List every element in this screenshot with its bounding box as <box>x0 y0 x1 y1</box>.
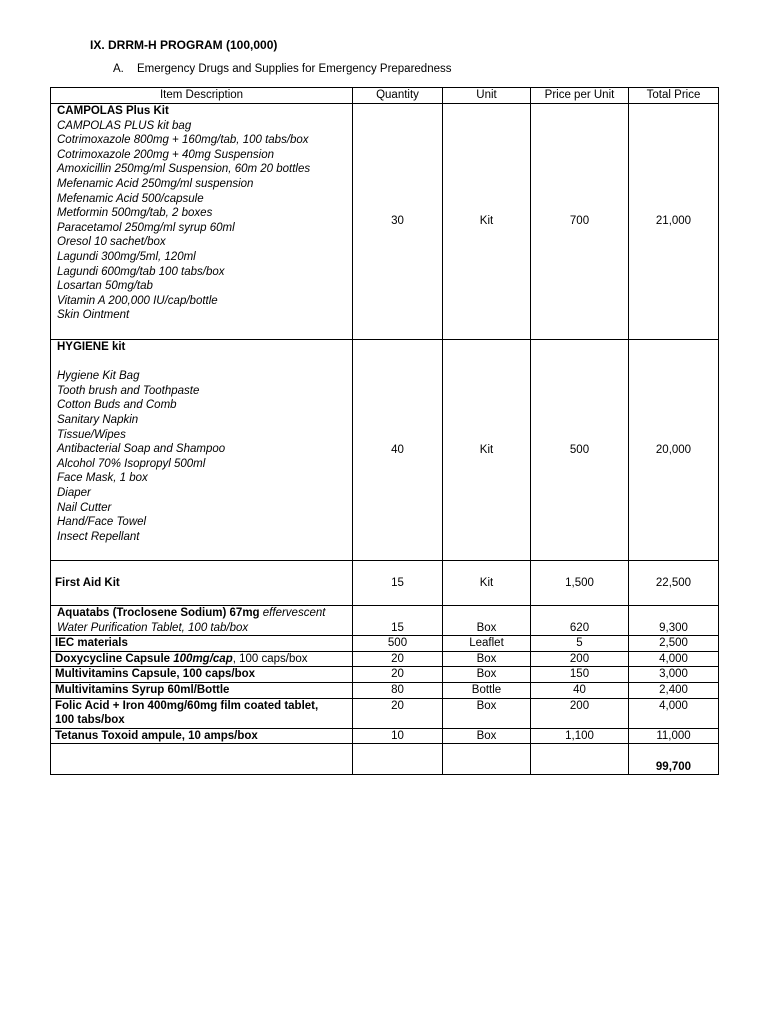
table-row <box>51 728 719 744</box>
list-item: Losartan 50mg/tab <box>57 280 153 293</box>
doxycycline-pack: , 100 caps/box <box>232 652 308 665</box>
list-item: Antibacterial Soap and Shampoo <box>57 443 226 456</box>
folic-description <box>51 698 353 728</box>
folic-price: 200 <box>531 698 629 728</box>
list-item: Paracetamol 250mg/ml syrup 60ml <box>57 221 235 234</box>
multi-syrup-unit: Bottle <box>443 682 531 698</box>
empty-cell <box>51 744 353 775</box>
aquatabs-effervescent: effervescent <box>262 607 326 619</box>
campolas-description <box>51 104 353 340</box>
col-header-quantity: Quantity <box>353 88 443 104</box>
grand-total-row <box>51 744 719 775</box>
list-item: Nail Cutter <box>57 501 112 514</box>
aquatabs-line2: Water Purification Tablet, 100 tab/box <box>57 621 249 634</box>
iec-total: 2,500 <box>629 636 719 652</box>
doxycycline-total: 4,000 <box>629 651 719 667</box>
first-aid-price: 1,500 <box>531 561 629 606</box>
list-item: Metformin 500mg/tab, 2 boxes <box>57 207 213 220</box>
section-heading: IX. DRRM-H PROGRAM (100,000) <box>90 38 278 52</box>
list-item: Cotrimoxazole 800mg + 160mg/tab, 100 tabs/box <box>57 134 309 147</box>
multi-capsule-quantity: 20 <box>353 667 443 683</box>
supplies-table <box>50 87 719 775</box>
aquatabs-description <box>51 606 353 636</box>
table-row <box>51 104 719 340</box>
tetanus-quantity: 10 <box>353 728 443 744</box>
folic-line1: Folic Acid + Iron 400mg/60mg film coated tablet, <box>55 699 319 712</box>
empty-cell <box>353 744 443 775</box>
campolas-price: 700 <box>531 104 629 340</box>
folic-quantity: 20 <box>353 698 443 728</box>
list-item: Diaper <box>57 486 91 499</box>
multi-capsule-price: 150 <box>531 667 629 683</box>
list-item: Lagundi 300mg/5ml, 120ml <box>57 250 196 263</box>
tetanus-description: Tetanus Toxoid ampule, 10 amps/box <box>51 728 353 744</box>
list-item: Alcohol 70% Isopropyl 500ml <box>57 457 206 470</box>
hygiene-total: 20,000 <box>629 340 719 561</box>
iec-unit: Leaflet <box>443 636 531 652</box>
doxycycline-quantity: 20 <box>353 651 443 667</box>
subheading-letter: A. <box>113 63 124 75</box>
col-header-total-price: Total Price <box>629 88 719 104</box>
iec-description: IEC materials <box>51 636 353 652</box>
tetanus-price: 1,100 <box>531 728 629 744</box>
empty-cell <box>531 744 629 775</box>
table-row <box>51 340 719 561</box>
list-item: Lagundi 600mg/tab 100 tabs/box <box>57 265 225 278</box>
list-item: Tissue/Wipes <box>57 428 126 441</box>
table-row <box>51 651 719 667</box>
aquatabs-price: 620 <box>531 606 629 636</box>
multi-syrup-quantity: 80 <box>353 682 443 698</box>
table-row <box>51 682 719 698</box>
campolas-total: 21,000 <box>629 104 719 340</box>
list-item: Cotrimoxazole 200mg + 40mg Suspension <box>57 148 275 161</box>
list-item: Mefenamic Acid 250mg/ml suspension <box>57 177 254 190</box>
doxycycline-name: Doxycycline Capsule <box>55 652 171 665</box>
doxycycline-unit: Box <box>443 651 531 667</box>
multi-capsule-total: 3,000 <box>629 667 719 683</box>
folic-total: 4,000 <box>629 698 719 728</box>
table-row <box>51 606 719 636</box>
multi-syrup-price: 40 <box>531 682 629 698</box>
campolas-title: CAMPOLAS Plus Kit <box>57 105 169 117</box>
multi-capsule-unit: Box <box>443 667 531 683</box>
hygiene-unit: Kit <box>443 340 531 561</box>
first-aid-unit: Kit <box>443 561 531 606</box>
folic-line2: 100 tabs/box <box>55 714 125 727</box>
col-header-item-description: Item Description <box>51 88 353 104</box>
aquatabs-title: Aquatabs (Troclosene Sodium) 67mg <box>57 607 260 619</box>
hygiene-price: 500 <box>531 340 629 561</box>
section-subheading <box>113 63 452 75</box>
list-item: Cotton Buds and Comb <box>57 399 177 412</box>
hygiene-quantity: 40 <box>353 340 443 561</box>
tetanus-unit: Box <box>443 728 531 744</box>
doxycycline-dose: 100mg/cap <box>173 652 233 665</box>
list-item: Amoxicillin 250mg/ml Suspension, 60m 20 bottles <box>57 163 311 176</box>
doxycycline-price: 200 <box>531 651 629 667</box>
multi-syrup-total: 2,400 <box>629 682 719 698</box>
list-item: Mefenamic Acid 500/capsule <box>57 192 204 205</box>
aquatabs-quantity: 15 <box>353 606 443 636</box>
list-item: Hand/Face Towel <box>57 516 147 529</box>
table-header-row <box>51 88 719 104</box>
list-item: Face Mask, 1 box <box>57 472 148 485</box>
list-item: CAMPOLAS PLUS kit bag <box>57 119 192 132</box>
iec-price: 5 <box>531 636 629 652</box>
list-item: Sanitary Napkin <box>57 413 139 426</box>
hygiene-description <box>51 340 353 561</box>
first-aid-description: First Aid Kit <box>51 561 353 606</box>
table-row <box>51 698 719 728</box>
list-item: Oresol 10 sachet/box <box>57 236 166 249</box>
list-item: Tooth brush and Toothpaste <box>57 384 200 397</box>
first-aid-total: 22,500 <box>629 561 719 606</box>
grand-total: 99,700 <box>629 744 719 775</box>
table-row <box>51 636 719 652</box>
multi-syrup-description: Multivitamins Syrup 60ml/Bottle <box>51 682 353 698</box>
list-item: Insect Repellant <box>57 530 140 543</box>
col-header-unit: Unit <box>443 88 531 104</box>
list-item: Hygiene Kit Bag <box>57 370 140 383</box>
subheading-text: Emergency Drugs and Supplies for Emergency Preparedness <box>137 63 452 75</box>
empty-cell <box>443 744 531 775</box>
table-row <box>51 667 719 683</box>
col-header-price-per-unit: Price per Unit <box>531 88 629 104</box>
list-item: Vitamin A 200,000 IU/cap/bottle <box>57 294 218 307</box>
list-item: Skin Ointment <box>57 309 130 322</box>
tetanus-total: 11,000 <box>629 728 719 744</box>
aquatabs-total: 9,300 <box>629 606 719 636</box>
campolas-quantity: 30 <box>353 104 443 340</box>
campolas-unit: Kit <box>443 104 531 340</box>
multi-capsule-description: Multivitamins Capsule, 100 caps/box <box>51 667 353 683</box>
aquatabs-unit: Box <box>443 606 531 636</box>
first-aid-quantity: 15 <box>353 561 443 606</box>
doxycycline-description <box>51 651 353 667</box>
hygiene-title: HYGIENE kit <box>57 341 126 353</box>
iec-quantity: 500 <box>353 636 443 652</box>
folic-unit: Box <box>443 698 531 728</box>
table-row <box>51 561 719 606</box>
